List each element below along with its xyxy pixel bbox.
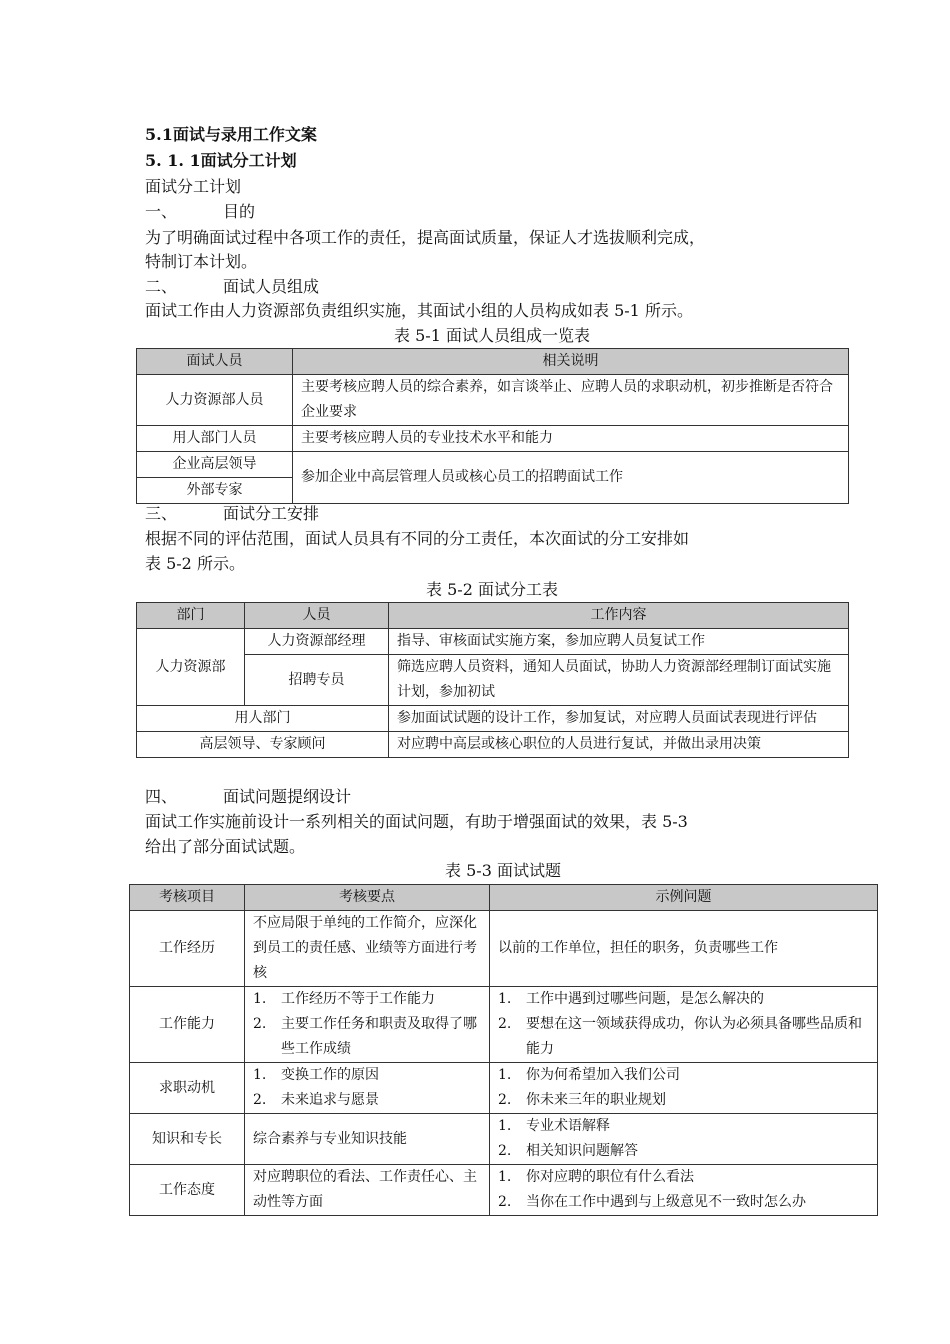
- table-cell: 主要考核应聘人员的综合素养，如言谈举止、应聘人员的求职动机，初步推断是否符合企业要求: [293, 375, 849, 426]
- paragraph-line: 面试工作由人力资源部负责组织实施，其面试小组的人员构成如表 5-1 所示。: [145, 301, 693, 320]
- table-cell: 对应聘中高层或核心职位的人员进行复试，并做出录用决策: [389, 732, 849, 758]
- table-cell: 工作态度: [130, 1165, 245, 1216]
- table-cell: 企业高层领导: [137, 452, 293, 478]
- table-cell: 筛选应聘人员资料，通知人员面试，协助人力资源部经理制订面试实施计划，参加初试: [389, 655, 849, 706]
- table-row: [137, 426, 849, 452]
- table-header-cell: 部门: [137, 603, 245, 629]
- table-row: [137, 732, 849, 758]
- table-2-caption: 表 5-2 面试分工表: [426, 580, 558, 599]
- table-1-caption: 表 5-1 面试人员组成一览表: [394, 326, 590, 345]
- list-item: 2. 当你在工作中遇到与上级意见不一致时怎么办: [498, 1194, 806, 1210]
- section-number: 二、: [145, 277, 178, 296]
- table-row: [137, 452, 849, 478]
- list-item: 1. 变换工作的原因: [253, 1067, 379, 1083]
- table-cell: 对应聘职位的看法、工作责任心、主动性等方面: [245, 1165, 490, 1216]
- table-cell: 人力资源部经理: [245, 629, 389, 655]
- list-item-text: 变换工作的原因: [281, 1067, 379, 1083]
- table-header-cell: 相关说明: [293, 349, 849, 375]
- table-cell: 招聘专员: [245, 655, 389, 706]
- paragraph-line: 为了明确面试过程中各项工作的责任，提高面试质量，保证人才选拔顺利完成，: [145, 228, 706, 247]
- table-row: [130, 1114, 878, 1165]
- list-item: 2. 主要工作任务和职责及取得了哪些工作成绩: [253, 1016, 477, 1057]
- table-row: [130, 987, 878, 1063]
- list-item-text: 主要工作任务和职责及取得了哪些工作成绩: [281, 1016, 477, 1057]
- table-cell: 以前的工作单位，担任的职务，负责哪些工作: [490, 911, 878, 987]
- section-number: 三、: [145, 504, 178, 523]
- table-cell: [245, 1063, 490, 1114]
- section-title: 面试人员组成: [223, 277, 320, 296]
- paragraph-line: 表 5-2 所示。: [145, 554, 245, 573]
- list-item: 1. 专业术语解释: [498, 1118, 610, 1134]
- table-header-cell: 工作内容: [389, 603, 849, 629]
- section-title: 目的: [223, 202, 256, 221]
- list-item-text: 工作经历不等于工作能力: [281, 991, 435, 1007]
- table-row: [137, 629, 849, 655]
- table-header-cell: 面试人员: [137, 349, 293, 375]
- list-item-text: 工作中遇到过哪些问题，是怎么解决的: [526, 991, 764, 1007]
- list-item: 1. 工作中遇到过哪些问题，是怎么解决的: [498, 991, 764, 1007]
- table-cell: 知识和专长: [130, 1114, 245, 1165]
- table-cell: 人力资源部人员: [137, 375, 293, 426]
- list-item: 1. 工作经历不等于工作能力: [253, 991, 435, 1007]
- section-number: 四、: [145, 787, 178, 806]
- table-3-caption: 表 5-3 面试试题: [445, 861, 561, 880]
- table-cell: [490, 987, 878, 1063]
- table-cell: [490, 1063, 878, 1114]
- table-cell: 主要考核应聘人员的专业技术水平和能力: [293, 426, 849, 452]
- paragraph-line: 面试工作实施前设计一系列相关的面试问题，有助于增强面试的效果，表 5-3: [145, 812, 688, 831]
- section-title: 面试问题提纲设计: [223, 787, 352, 806]
- list-item-text: 未来追求与愿景: [281, 1092, 379, 1108]
- table-cell: 用人部门人员: [137, 426, 293, 452]
- section-number: 一、: [145, 202, 178, 221]
- subsection-heading: 5. 1. 1面试分工计划: [145, 151, 297, 170]
- table-cell: 工作能力: [130, 987, 245, 1063]
- list-item-text: 你为何希望加入我们公司: [526, 1067, 680, 1083]
- document-title: 面试分工计划: [145, 177, 242, 196]
- list-item: 1. 你对应聘的职位有什么看法: [498, 1169, 694, 1185]
- table-cell: 不应局限于单纯的工作简介，应深化到员工的责任感、业绩等方面进行考核: [245, 911, 490, 987]
- section-4-heading: [145, 786, 351, 808]
- table-cell: 外部专家: [137, 478, 293, 504]
- table-3: [129, 884, 878, 1216]
- list-item: 2. 相关知识问题解答: [498, 1143, 638, 1159]
- table-row: [130, 1063, 878, 1114]
- table-cell: 参加企业中高层管理人员或核心员工的招聘面试工作: [293, 452, 849, 504]
- table-cell: [490, 1114, 878, 1165]
- paragraph-line: 根据不同的评估范围，面试人员具有不同的分工责任，本次面试的分工安排如: [145, 529, 690, 548]
- section-title: 面试分工安排: [223, 504, 320, 523]
- table-row: [137, 706, 849, 732]
- table-cell: 人力资源部: [137, 629, 245, 706]
- table-row: [137, 375, 849, 426]
- table-1: [136, 348, 849, 504]
- section-2-heading: [145, 276, 319, 298]
- table-2: [136, 602, 849, 758]
- paragraph-line: 给出了部分面试试题。: [145, 837, 306, 856]
- table-header-cell: 人员: [245, 603, 389, 629]
- list-item: 2. 你未来三年的职业规划: [498, 1092, 666, 1108]
- table-cell: 用人部门: [137, 706, 389, 732]
- table-row: [130, 911, 878, 987]
- section-3-heading: [145, 503, 319, 525]
- list-item-text: 要想在这一领域获得成功，你认为必须具备哪些品质和能力: [526, 1016, 862, 1057]
- section-heading: 5.1面试与录用工作文案: [145, 125, 317, 144]
- table-row: [130, 1165, 878, 1216]
- table-header-cell: 示例问题: [490, 885, 878, 911]
- list-item-text: 当你在工作中遇到与上级意见不一致时怎么办: [526, 1194, 806, 1210]
- list-item: 2. 要想在这一领域获得成功，你认为必须具备哪些品质和能力: [498, 1016, 862, 1057]
- table-cell: 参加面试试题的设计工作，参加复试，对应聘人员面试表现进行评估: [389, 706, 849, 732]
- table-cell: 指导、审核面试实施方案，参加应聘人员复试工作: [389, 629, 849, 655]
- table-header-cell: 考核项目: [130, 885, 245, 911]
- table-cell: 高层领导、专家顾问: [137, 732, 389, 758]
- table-header-cell: 考核要点: [245, 885, 490, 911]
- list-item-text: 你未来三年的职业规划: [526, 1092, 666, 1108]
- list-item: 2. 未来追求与愿景: [253, 1092, 379, 1108]
- list-item: 1. 你为何希望加入我们公司: [498, 1067, 680, 1083]
- list-item-text: 相关知识问题解答: [526, 1143, 638, 1159]
- section-1-heading: [145, 201, 255, 223]
- table-cell: 综合素养与专业知识技能: [245, 1114, 490, 1165]
- list-item-text: 你对应聘的职位有什么看法: [526, 1169, 694, 1185]
- table-cell: [245, 987, 490, 1063]
- table-cell: 工作经历: [130, 911, 245, 987]
- paragraph-line: 特制订本计划。: [145, 252, 258, 271]
- list-item-text: 专业术语解释: [526, 1118, 610, 1134]
- table-cell: [490, 1165, 878, 1216]
- table-cell: 求职动机: [130, 1063, 245, 1114]
